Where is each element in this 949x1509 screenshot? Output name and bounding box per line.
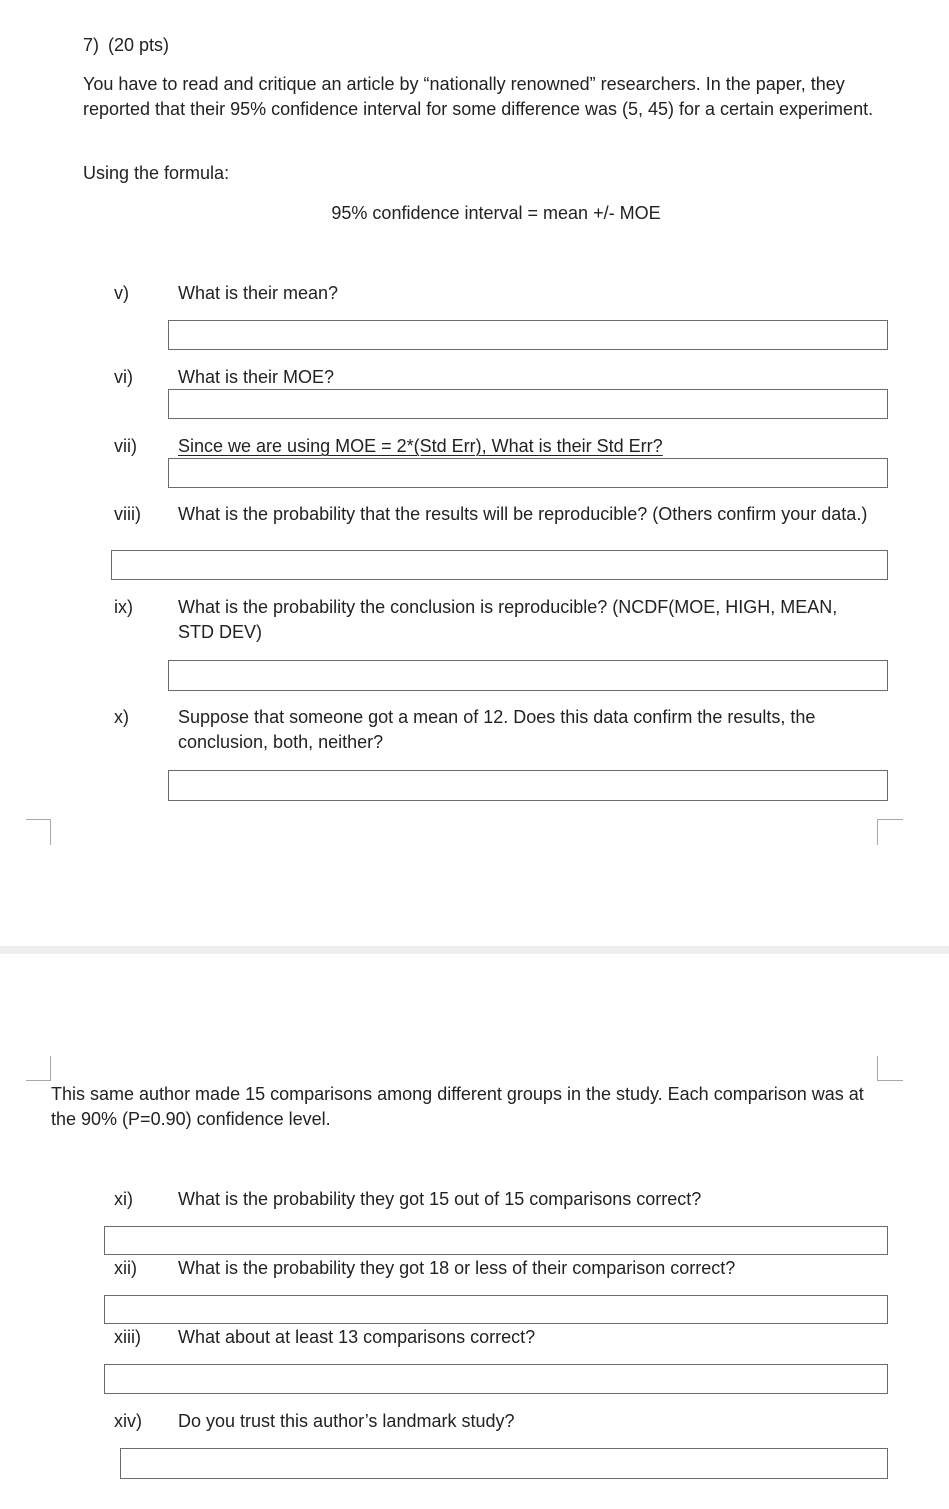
question-number: ix) [114,597,133,617]
answer-field[interactable] [168,458,888,488]
question-text: What is the probability they got 15 out of 15 comparisons correct? [178,1189,702,1209]
question-text: Suppose that someone got a mean of 12. Does this data confirm the results, the conclusion, both, neither? [178,707,816,752]
crop-mark [877,1056,903,1081]
answer-field[interactable] [168,660,888,691]
answer-field[interactable] [168,770,888,801]
formula-text: 95% confidence interval = mean +/- MOE [331,203,661,223]
answer-field[interactable] [111,550,888,580]
crop-mark [877,819,903,845]
answer-field[interactable] [104,1226,888,1255]
answer-field[interactable] [120,1448,888,1479]
question-number: xiii) [114,1327,141,1347]
using-formula-label: Using the formula: [83,163,230,183]
question-number: vii) [114,436,137,456]
answer-field[interactable] [168,320,888,350]
question-number: v) [114,283,129,303]
question-number: xii) [114,1258,137,1278]
question-text: Do you trust this author’s landmark study? [178,1411,515,1431]
problem-intro: You have to read and critique an article by “nationally renowned” researchers. In the paper, they reported that their 95% confidence interval for some difference was (5, 45) for a certain experiment. [83,74,874,119]
answer-field[interactable] [104,1295,888,1324]
answer-field[interactable] [104,1364,888,1394]
question-number: viii) [114,504,141,524]
crop-mark [26,1056,51,1081]
question-number: x) [114,707,129,727]
question-text: What about at least 13 comparisons correct? [178,1327,536,1347]
question-text: What is the probability the conclusion is reproducible? (NCDF(MOE, HIGH, MEAN, STD DEV) [178,597,838,642]
question-text: What is the probability they got 18 or less of their comparison correct? [178,1258,736,1278]
question-text: Since we are using MOE = 2*(Std Err), What is their Std Err? [178,436,663,456]
question-number: vi) [114,367,133,387]
answer-field[interactable] [168,389,888,419]
question-text: What is their mean? [178,283,339,303]
page-separator [0,946,949,954]
problem-header: 7) (20 pts) [83,35,170,55]
question-text: What is the probability that the results will be reproducible? (Others confirm your data.) [178,504,868,524]
question-text: What is their MOE? [178,367,335,387]
part2-intro: This same author made 15 comparisons among different groups in the study. Each comparison was at the 90% (P=0.90) confidence level. [51,1084,864,1129]
question-number: xi) [114,1189,133,1209]
question-number: xiv) [114,1411,142,1431]
crop-mark [26,819,51,845]
